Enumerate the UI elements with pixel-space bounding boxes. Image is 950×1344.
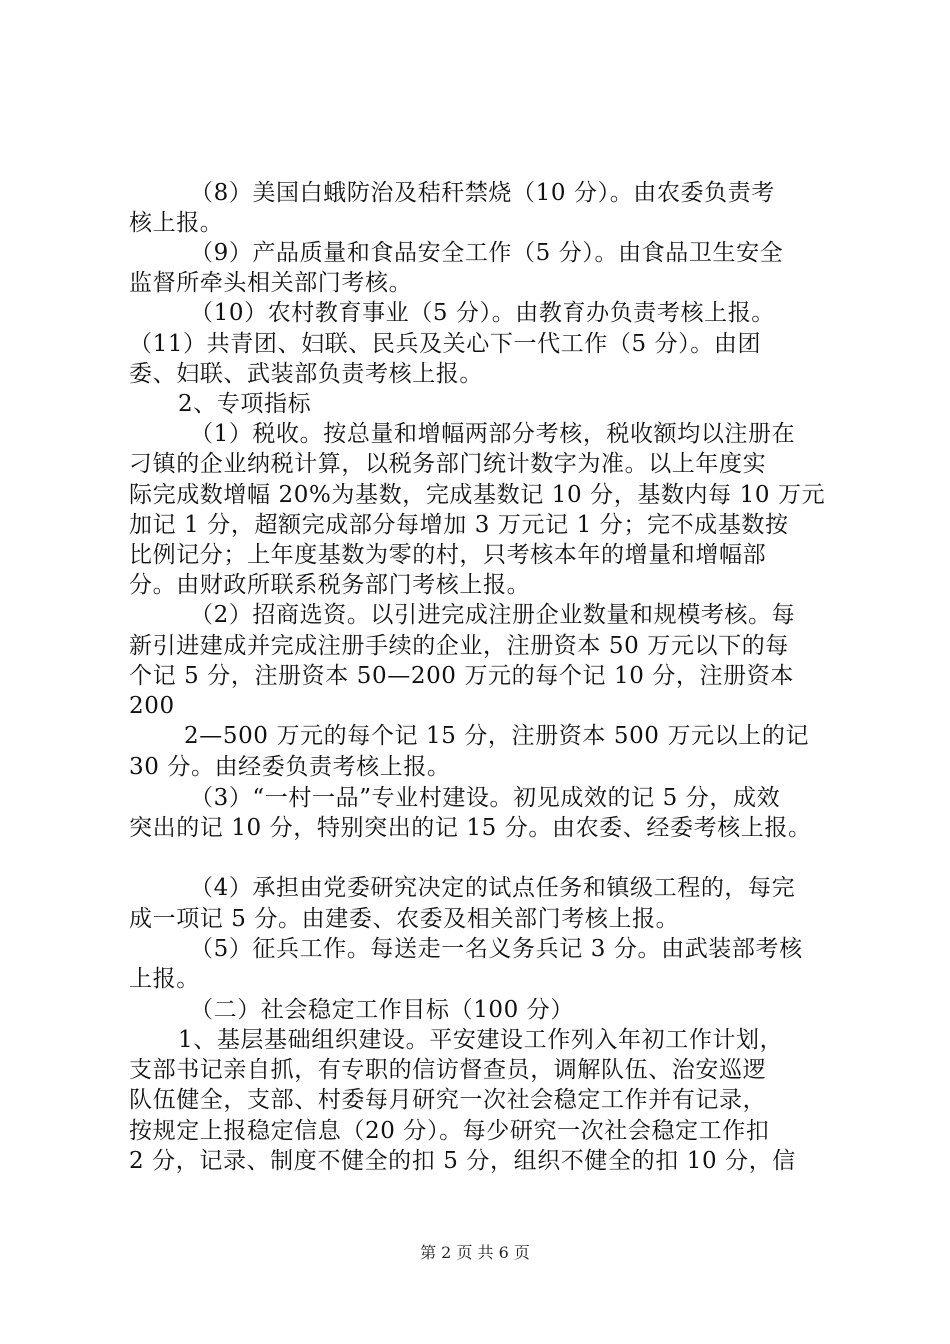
text-line: 队伍健全，支部、村委每月研究一次社会稳定工作并有记录，	[129, 1087, 767, 1113]
text-line: （10）农村教育事业（5 分）。由教育办负责考核上报。	[190, 300, 775, 326]
text-line: （4）承担由党委研究决定的试点任务和镇级工程的，每完	[190, 875, 796, 901]
text-line: （3）“一村一品”专业村建设。初见成效的记 5 分，成效	[190, 785, 781, 811]
text-line: （5）征兵工作。每送走一名义务兵记 3 分。由武装部考核	[190, 936, 803, 962]
section-heading: 2、专项指标	[178, 391, 312, 417]
text-line: 成一项记 5 分。由建委、农委及相关部门考核上报。	[129, 906, 680, 932]
text-line: 30 分。由经委负责考核上报。	[129, 754, 451, 780]
text-line: 际完成数增幅 20%为基数，完成基数记 10 分，基数内每 10 万元	[129, 482, 826, 508]
text-line: 200	[129, 693, 175, 719]
text-line: 刁镇的企业纳税计算，以税务部门统计数字为准。以上年度实	[129, 451, 767, 477]
text-line: 1、基层基础组织建设。平安建设工作列入年初工作计划，	[178, 1027, 784, 1053]
text-line: 监督所牵头相关部门考核。	[129, 270, 413, 296]
text-line: 2 分，记录、制度不健全的扣 5 分，组织不健全的扣 10 分，信	[129, 1148, 796, 1174]
text-line: 突出的记 10 分，特别突出的记 15 分。由农委、经委考核上报。	[129, 815, 812, 841]
text-line: 上报。	[129, 966, 200, 992]
text-line: （11）共青团、妇联、民兵及关心下一代工作（5 分）。由团	[129, 331, 762, 357]
text-line: 核上报。	[129, 210, 224, 236]
text-line: 支部书记亲自抓，有专职的信访督查员，调解队伍、治安巡逻	[129, 1057, 767, 1083]
text-line: 个记 5 分，注册资本 50—200 万元的每个记 10 分，注册资本	[129, 663, 794, 689]
text-line: 2—500 万元的每个记 15 分，注册资本 500 万元以上的记	[184, 723, 810, 749]
text-line: （2）招商选资。以引进完成注册企业数量和规模考核。每	[190, 602, 796, 628]
page-number-footer: 第 2 页 共 6 页	[420, 1243, 530, 1262]
text-line: 分。由财政所联系税务部门考核上报。	[129, 572, 531, 598]
text-line: 比例记分；上年度基数为零的村，只考核本年的增量和增幅部	[129, 542, 767, 568]
text-line: 委、妇联、武装部负责考核上报。	[129, 361, 483, 387]
text-line: （8）美国白蛾防治及秸秆禁烧（10 分）。由农委负责考	[190, 180, 775, 206]
text-line: 按规定上报稳定信息（20 分）。每少研究一次社会稳定工作扣	[129, 1118, 770, 1144]
text-line: 加记 1 分，超额完成部分每增加 3 万元记 1 分；完不成基数按	[129, 512, 789, 538]
text-line: （9）产品质量和食品安全工作（5 分）。由食品卫生安全	[190, 240, 784, 266]
text-line: （1）税收。按总量和增幅两部分考核，税收额均以注册在	[190, 421, 796, 447]
text-line: 新引进建成并完成注册手续的企业，注册资本 50 万元以下的每	[129, 633, 789, 659]
section-heading: （二）社会稳定工作目标（100 分）	[190, 997, 575, 1023]
